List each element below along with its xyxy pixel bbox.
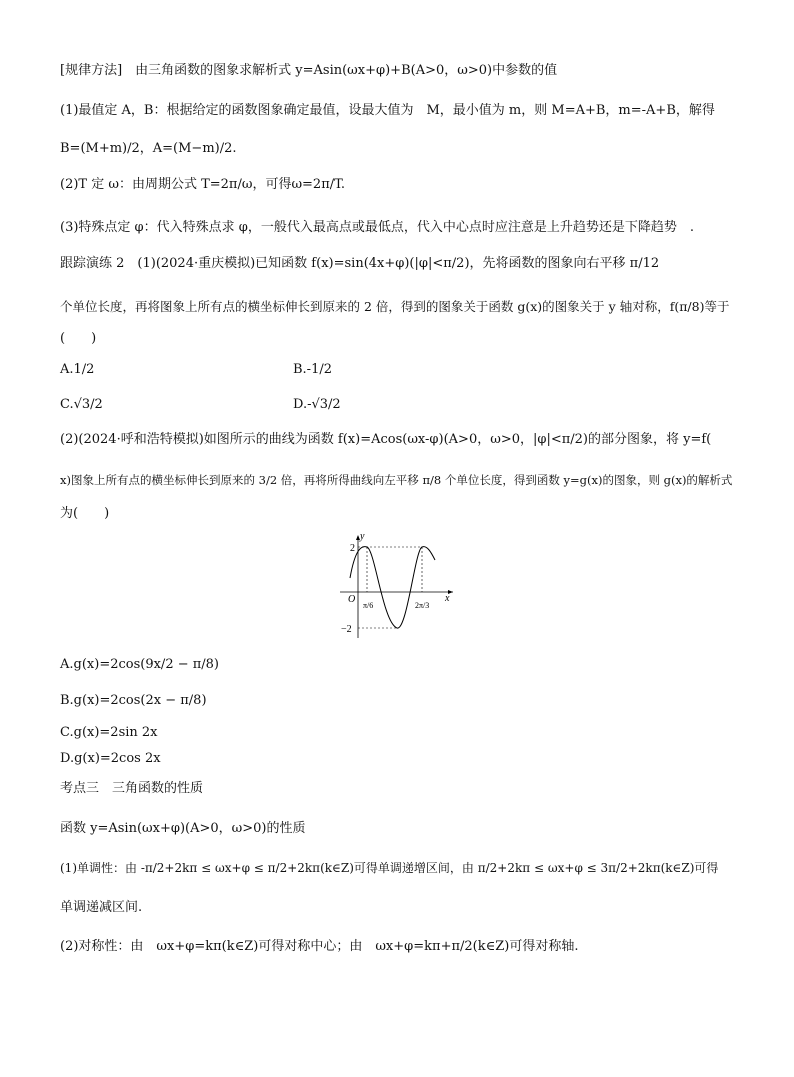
method-title: [规律方法] 由三角函数的图象求解析式 y=Asin(ωx+φ)+B(A>0，ω>0)中参数的值 (60, 63, 558, 78)
rule-1-formula: B=(M+m)/2，A=(M−m)/2. (60, 141, 237, 156)
rule-3: (3)特殊点定 φ：代入特殊点求 φ，一般代入最高点或最低点，代入中心点时应注意是上升趋势还是下降趋势 . (60, 220, 695, 235)
y-min-label: −2 (341, 624, 352, 635)
monotonicity-line-1: (1)单调性：由 -π/2+2kπ ≤ ωx+φ ≤ π/2+2kπ(k∈Z)可得单调递增区间，由 π/2+2kπ ≤ ωx+φ ≤ 3π/2+2kπ(k∈Z)可得 (60, 861, 719, 875)
section-title: 考点三 三角函数的性质 (60, 781, 204, 796)
q1-option-b: B.-1/2 (293, 362, 332, 377)
q2-line-2: x)图象上所有点的横坐标伸长到原来的 3/2 倍，再将所得曲线向左平移 π/8 个单位长度，得到函数 y=g(x)的图象，则 g(x)的解析式 (60, 473, 733, 487)
cosine-graph-figure (335, 528, 460, 640)
x-axis-label: x (445, 593, 450, 604)
q2-option-a: A.g(x)=2cos(9x/2 − π/8) (60, 657, 220, 672)
y-max-label: 2 (350, 543, 355, 554)
q2-line-3: 为( ) (60, 506, 110, 521)
properties-title: 函数 y=Asin(ωx+φ)(A>0，ω>0)的性质 (60, 821, 306, 836)
exercise-line-3: ( ) (60, 331, 97, 346)
q2-option-b: B.g(x)=2cos(2x − π/8) (60, 693, 207, 708)
q1-option-c: C.√3/2 (60, 397, 103, 412)
y-axis-label: y (360, 531, 365, 542)
q2-line-1: (2)(2024·呼和浩特模拟)如图所示的曲线为函数 f(x)=Acos(ωx-φ)(A>0，ω>0，|φ|<π/2)的部分图象，将 y=f( (60, 432, 712, 447)
exercise-intro: 跟踪演练 2 (1)(2024·重庆模拟)已知函数 f(x)=sin(4x+φ)(|φ|<π/2)，先将函数的图象向右平移 π/12 (60, 256, 660, 271)
q1-option-a: A.1/2 (60, 362, 95, 377)
origin-label: O (348, 594, 356, 605)
q1-option-d: D.-√3/2 (293, 397, 341, 412)
x-tick1-label: π/6 (363, 601, 374, 610)
x-tick2-label: 2π/3 (415, 601, 430, 610)
q2-option-d: D.g(x)=2cos 2x (60, 751, 161, 766)
rule-2: (2)T 定 ω：由周期公式 T=2π/ω，可得ω=2π/T. (60, 177, 346, 192)
rule-1: (1)最值定 A，B：根据给定的函数图象确定最值，设最大值为 M，最小值为 m，则 M=A+B，m=-A+B，解得 (60, 103, 715, 118)
exercise-line-2: 个单位长度，再将图象上所有点的横坐标伸长到原来的 2 倍，得到的图象关于函数 g(x)的图象关于 y 轴对称，f(π/8)等于 (60, 299, 730, 314)
monotonicity-line-2: 单调递减区间. (60, 900, 143, 915)
symmetry-line: (2)对称性：由 ωx+φ=kπ(k∈Z)可得对称中心；由 ωx+φ=kπ+π/2(k∈Z)可得对称轴. (60, 939, 579, 954)
q2-option-c: C.g(x)=2sin 2x (60, 725, 158, 740)
